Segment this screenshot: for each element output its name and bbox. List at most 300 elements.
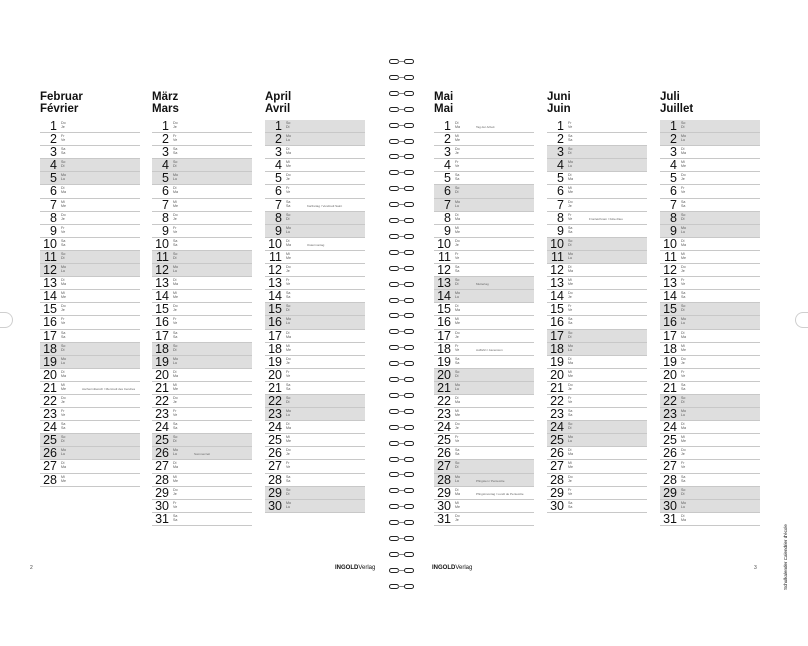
day-number: 28 bbox=[437, 472, 451, 487]
weekday-label: Mo Lu bbox=[455, 291, 460, 300]
day-row[interactable] bbox=[660, 513, 760, 526]
day-row[interactable] bbox=[547, 382, 647, 395]
weekday-label: Mi Me bbox=[455, 134, 460, 143]
day-row[interactable] bbox=[265, 382, 365, 395]
day-number: 3 bbox=[50, 145, 57, 160]
day-row[interactable] bbox=[152, 513, 252, 526]
weekday-label: Fr Ve bbox=[681, 278, 686, 287]
holiday-note: Muttertag bbox=[476, 282, 489, 287]
day-row[interactable] bbox=[152, 199, 252, 212]
day-number: 31 bbox=[155, 511, 169, 526]
weekday-label: Sa Sa bbox=[286, 199, 291, 208]
day-row[interactable] bbox=[265, 225, 365, 238]
day-number: 13 bbox=[663, 276, 677, 291]
day-row[interactable] bbox=[547, 460, 647, 473]
day-number: 16 bbox=[43, 315, 57, 330]
weekday-label: Mi Me bbox=[173, 291, 178, 300]
holiday-note: Karfreitag / Vendredi Saint bbox=[307, 203, 343, 208]
binding-coil bbox=[388, 201, 416, 208]
month-column bbox=[152, 92, 252, 526]
day-number: 24 bbox=[437, 420, 451, 435]
weekday-label: Fr Ve bbox=[173, 317, 178, 326]
day-number: 15 bbox=[268, 302, 282, 317]
weekday-label: Mo Lu bbox=[286, 134, 291, 143]
day-number: 21 bbox=[155, 380, 169, 395]
holiday-note: Fronleichnam / Fête-Dieu bbox=[589, 216, 623, 221]
weekday-label: Do Je bbox=[173, 304, 178, 313]
day-number: 14 bbox=[437, 289, 451, 304]
day-number: 23 bbox=[550, 407, 564, 422]
day-row[interactable] bbox=[265, 369, 365, 382]
weekday-label: Mi Me bbox=[681, 251, 686, 260]
weekday-label: Fr Ve bbox=[286, 369, 291, 378]
day-number: 2 bbox=[444, 132, 451, 147]
day-row[interactable] bbox=[547, 474, 647, 487]
day-number: 18 bbox=[43, 341, 57, 356]
day-row[interactable] bbox=[660, 474, 760, 487]
day-row[interactable] bbox=[152, 330, 252, 343]
day-row[interactable] bbox=[265, 460, 365, 473]
day-row[interactable] bbox=[40, 369, 140, 382]
day-row[interactable] bbox=[434, 369, 534, 382]
binding-coil bbox=[388, 265, 416, 272]
weekday-label: Mo Lu bbox=[681, 500, 686, 509]
day-row[interactable] bbox=[660, 212, 760, 225]
weekday-label: Do Je bbox=[681, 356, 686, 365]
day-number: 2 bbox=[162, 132, 169, 147]
day-row[interactable] bbox=[660, 382, 760, 395]
binding-coil bbox=[388, 297, 416, 304]
day-row[interactable] bbox=[152, 474, 252, 487]
binding-coil bbox=[388, 153, 416, 160]
day-number: 7 bbox=[275, 197, 282, 212]
day-row[interactable] bbox=[265, 185, 365, 198]
day-number: 30 bbox=[155, 498, 169, 513]
day-row[interactable] bbox=[434, 316, 534, 329]
binding-coil bbox=[388, 185, 416, 192]
day-row[interactable] bbox=[152, 382, 252, 395]
day-number: 25 bbox=[663, 433, 677, 448]
day-row[interactable] bbox=[547, 487, 647, 500]
weekday-label: Mi Me bbox=[568, 186, 573, 195]
day-row[interactable] bbox=[40, 225, 140, 238]
page-number-right: 3 bbox=[754, 565, 757, 571]
day-row[interactable] bbox=[660, 460, 760, 473]
day-row[interactable] bbox=[547, 238, 647, 251]
weekday-label: So Di bbox=[286, 304, 291, 313]
day-number: 28 bbox=[268, 472, 282, 487]
weekday-label: Fr Ve bbox=[286, 278, 291, 287]
day-number: 5 bbox=[275, 171, 282, 186]
day-number: 14 bbox=[43, 289, 57, 304]
day-row[interactable] bbox=[40, 330, 140, 343]
day-row[interactable] bbox=[265, 356, 365, 369]
day-number: 22 bbox=[663, 393, 677, 408]
day-number: 3 bbox=[275, 145, 282, 160]
day-number: 17 bbox=[268, 328, 282, 343]
weekday-label: Mi Me bbox=[61, 291, 66, 300]
weekday-label: Fr Ve bbox=[681, 369, 686, 378]
day-row[interactable] bbox=[660, 238, 760, 251]
weekday-label: Do Je bbox=[173, 395, 178, 404]
day-number: 23 bbox=[268, 407, 282, 422]
weekday-label: Di Ma bbox=[455, 395, 460, 404]
weekday-label: So Di bbox=[455, 186, 460, 195]
day-number: 24 bbox=[43, 420, 57, 435]
day-row[interactable] bbox=[660, 185, 760, 198]
day-number: 12 bbox=[155, 263, 169, 278]
weekday-label: Mo Lu bbox=[568, 251, 573, 260]
day-row[interactable] bbox=[660, 500, 760, 513]
day-row[interactable] bbox=[660, 199, 760, 212]
day-number: 9 bbox=[557, 223, 564, 238]
day-number: 9 bbox=[275, 223, 282, 238]
day-row[interactable] bbox=[265, 316, 365, 329]
day-row[interactable] bbox=[40, 238, 140, 251]
weekday-label: Do Je bbox=[455, 330, 460, 339]
day-number: 9 bbox=[50, 223, 57, 238]
weekday-label: Di Ma bbox=[681, 238, 686, 247]
day-number: 20 bbox=[268, 367, 282, 382]
day-number: 14 bbox=[268, 289, 282, 304]
binding-coil bbox=[388, 90, 416, 97]
day-row[interactable] bbox=[434, 212, 534, 225]
day-number: 27 bbox=[268, 459, 282, 474]
day-number: 14 bbox=[550, 289, 564, 304]
day-row[interactable] bbox=[434, 185, 534, 198]
weekday-label: Mi Me bbox=[568, 461, 573, 470]
weekday-label: Di Ma bbox=[286, 147, 291, 156]
weekday-label: Di Ma bbox=[173, 461, 178, 470]
weekday-label: Mo Lu bbox=[61, 265, 66, 274]
day-row[interactable] bbox=[40, 343, 140, 356]
day-row[interactable] bbox=[152, 238, 252, 251]
weekday-label: Di Ma bbox=[61, 278, 66, 287]
day-number: 4 bbox=[557, 158, 564, 173]
day-number: 4 bbox=[162, 158, 169, 173]
month-name-de: Juni bbox=[547, 91, 571, 103]
weekday-label: Do Je bbox=[286, 265, 291, 274]
day-number: 19 bbox=[663, 354, 677, 369]
weekday-label: Do Je bbox=[681, 173, 686, 182]
day-number: 26 bbox=[268, 446, 282, 461]
weekday-label: So Di bbox=[568, 147, 573, 156]
day-number: 28 bbox=[43, 472, 57, 487]
weekday-label: Di Ma bbox=[455, 121, 460, 129]
month-title bbox=[660, 92, 760, 120]
weekday-label: Sa Sa bbox=[173, 422, 178, 431]
day-number: 11 bbox=[664, 249, 677, 264]
day-number: 8 bbox=[557, 210, 564, 225]
day-number: 10 bbox=[663, 236, 677, 251]
weekday-label: Mi Me bbox=[568, 278, 573, 287]
weekday-label: Mi Me bbox=[61, 474, 66, 483]
day-number: 10 bbox=[268, 236, 282, 251]
weekday-label: Do Je bbox=[61, 121, 66, 129]
day-row[interactable] bbox=[265, 500, 365, 513]
weekday-label: Fr Ve bbox=[568, 487, 573, 496]
day-row[interactable] bbox=[434, 199, 534, 212]
day-number: 16 bbox=[437, 315, 451, 330]
day-row[interactable] bbox=[152, 225, 252, 238]
day-row[interactable] bbox=[40, 316, 140, 329]
weekday-label: Fr Ve bbox=[568, 121, 573, 129]
day-row[interactable] bbox=[547, 369, 647, 382]
weekday-label: So Di bbox=[681, 121, 686, 129]
day-number: 13 bbox=[155, 276, 169, 291]
weekday-label: Sa Sa bbox=[61, 147, 66, 156]
binding-coil bbox=[388, 74, 416, 81]
day-row[interactable] bbox=[434, 356, 534, 369]
weekday-label: Sa Sa bbox=[173, 147, 178, 156]
binding-coil bbox=[388, 138, 416, 145]
day-number: 18 bbox=[155, 341, 169, 356]
weekday-label: Do Je bbox=[568, 474, 573, 483]
day-number: 11 bbox=[438, 249, 451, 264]
day-row[interactable] bbox=[434, 460, 534, 473]
weekday-label: So Di bbox=[61, 343, 66, 352]
day-row[interactable] bbox=[40, 212, 140, 225]
month-column bbox=[40, 92, 140, 487]
day-row[interactable] bbox=[660, 316, 760, 329]
day-number: 4 bbox=[444, 158, 451, 173]
day-number: 27 bbox=[663, 459, 677, 474]
binding-coil bbox=[388, 58, 416, 65]
day-number: 20 bbox=[663, 367, 677, 382]
day-number: 11 bbox=[269, 249, 282, 264]
weekday-label: Mi Me bbox=[681, 343, 686, 352]
weekday-label: Mo Lu bbox=[455, 382, 460, 391]
weekday-label: Do Je bbox=[568, 199, 573, 208]
day-row[interactable] bbox=[660, 487, 760, 500]
day-row[interactable] bbox=[434, 225, 534, 238]
day-row[interactable] bbox=[547, 185, 647, 198]
weekday-label: Mo Lu bbox=[61, 356, 66, 365]
weekday-label: Mo Lu bbox=[173, 448, 178, 457]
day-number: 21 bbox=[550, 380, 564, 395]
day-number: 14 bbox=[155, 289, 169, 304]
weekday-label: Mi Me bbox=[61, 199, 66, 208]
day-number: 30 bbox=[550, 498, 564, 513]
day-number: 15 bbox=[663, 302, 677, 317]
day-row[interactable] bbox=[152, 460, 252, 473]
weekday-label: Sa Sa bbox=[61, 330, 66, 339]
day-number: 24 bbox=[155, 420, 169, 435]
page-tab-left bbox=[0, 312, 13, 328]
weekday-label: Sa Sa bbox=[568, 500, 573, 509]
page-tab-right bbox=[795, 312, 808, 328]
day-row[interactable] bbox=[660, 343, 760, 356]
day-row[interactable] bbox=[547, 356, 647, 369]
day-row[interactable] bbox=[547, 225, 647, 238]
day-number: 19 bbox=[43, 354, 57, 369]
day-number: 28 bbox=[550, 472, 564, 487]
weekday-label: Di Ma bbox=[681, 513, 686, 522]
day-number: 19 bbox=[550, 354, 564, 369]
day-number: 17 bbox=[550, 328, 564, 343]
day-number: 12 bbox=[663, 263, 677, 278]
day-number: 1 bbox=[162, 119, 169, 133]
month-column bbox=[434, 92, 534, 526]
day-row[interactable] bbox=[434, 238, 534, 251]
weekday-label: Sa Sa bbox=[286, 382, 291, 391]
weekday-label: Sa Sa bbox=[455, 356, 460, 365]
weekday-label: Di Ma bbox=[61, 461, 66, 470]
holiday-note: Auffahrt / Ascension bbox=[476, 347, 503, 352]
weekday-label: Do Je bbox=[455, 238, 460, 247]
weekday-label: Mi Me bbox=[681, 435, 686, 444]
day-row[interactable] bbox=[434, 330, 534, 343]
weekday-label: Mi Me bbox=[286, 160, 291, 169]
weekday-label: Sa Sa bbox=[286, 474, 291, 483]
weekday-label: Do Je bbox=[286, 173, 291, 182]
weekday-label: Sa Sa bbox=[173, 330, 178, 339]
weekday-label: Di Ma bbox=[286, 422, 291, 431]
weekday-label: Sa Sa bbox=[568, 409, 573, 418]
day-number: 4 bbox=[275, 158, 282, 173]
weekday-label: So Di bbox=[681, 304, 686, 313]
day-number: 6 bbox=[557, 184, 564, 199]
day-row[interactable] bbox=[40, 460, 140, 473]
day-number: 26 bbox=[43, 446, 57, 461]
day-number: 12 bbox=[268, 263, 282, 278]
weekday-label: Fr Ve bbox=[61, 409, 66, 418]
day-row[interactable] bbox=[547, 330, 647, 343]
day-row[interactable] bbox=[40, 382, 140, 395]
day-row[interactable] bbox=[152, 500, 252, 513]
weekday-label: Mo Lu bbox=[568, 343, 573, 352]
day-number: 16 bbox=[550, 315, 564, 330]
weekday-label: Mi Me bbox=[455, 225, 460, 234]
day-row[interactable] bbox=[152, 356, 252, 369]
day-row[interactable] bbox=[40, 185, 140, 198]
weekday-label: Fr Ve bbox=[568, 395, 573, 404]
day-row[interactable] bbox=[40, 356, 140, 369]
weekday-label: Di Ma bbox=[61, 369, 66, 378]
publisher-logo-right: INGOLDVerlag bbox=[432, 565, 473, 571]
day-number: 9 bbox=[162, 223, 169, 238]
day-row[interactable] bbox=[265, 199, 365, 212]
day-row[interactable] bbox=[265, 487, 365, 500]
month-name-fr: Juin bbox=[547, 102, 571, 115]
day-row[interactable] bbox=[152, 212, 252, 225]
weekday-label: Sa Sa bbox=[173, 513, 178, 522]
weekday-label: Do Je bbox=[681, 265, 686, 274]
day-row[interactable] bbox=[152, 343, 252, 356]
day-number: 27 bbox=[155, 459, 169, 474]
weekday-label: Do Je bbox=[455, 147, 460, 156]
day-number: 15 bbox=[155, 302, 169, 317]
holiday-note: Pfingstmontag / Lundi de Pentecôte bbox=[476, 491, 524, 496]
day-number: 27 bbox=[437, 459, 451, 474]
day-row[interactable] bbox=[660, 356, 760, 369]
weekday-label: Mo Lu bbox=[173, 356, 178, 365]
day-number: 8 bbox=[275, 210, 282, 225]
day-number: 4 bbox=[50, 158, 57, 173]
day-number: 1 bbox=[444, 119, 451, 133]
weekday-label: Do Je bbox=[286, 448, 291, 457]
day-row[interactable] bbox=[265, 474, 365, 487]
day-number: 20 bbox=[155, 367, 169, 382]
holiday-note: Pfingsten / Pentecôte bbox=[476, 478, 505, 483]
day-row[interactable] bbox=[547, 316, 647, 329]
day-row[interactable] bbox=[434, 500, 534, 513]
holiday-note: Aschermittwoch / Mercredi des Cendres bbox=[82, 386, 136, 391]
day-row[interactable] bbox=[660, 330, 760, 343]
day-row[interactable] bbox=[265, 330, 365, 343]
day-row[interactable] bbox=[265, 238, 365, 251]
day-row[interactable] bbox=[152, 185, 252, 198]
weekday-label: Fr Ve bbox=[286, 461, 291, 470]
day-row[interactable] bbox=[547, 199, 647, 212]
binding-coil bbox=[388, 328, 416, 335]
month-name-fr: Mai bbox=[434, 102, 454, 115]
weekday-label: Sa Sa bbox=[286, 291, 291, 300]
month-name-de: Juli bbox=[660, 91, 680, 103]
binding-coil bbox=[388, 503, 416, 510]
weekday-label: So Di bbox=[286, 487, 291, 496]
day-number: 12 bbox=[43, 263, 57, 278]
day-number: 19 bbox=[155, 354, 169, 369]
weekday-label: Fr Ve bbox=[173, 225, 178, 234]
weekday-label: Do Je bbox=[455, 513, 460, 522]
weekday-label: Di Ma bbox=[568, 265, 573, 274]
weekday-label: Sa Sa bbox=[681, 199, 686, 208]
day-number: 7 bbox=[162, 197, 169, 212]
weekday-label: Fr Ve bbox=[681, 186, 686, 195]
day-row[interactable] bbox=[547, 212, 647, 225]
weekday-label: Mi Me bbox=[568, 369, 573, 378]
weekday-label: So Di bbox=[286, 395, 291, 404]
day-number: 9 bbox=[670, 223, 677, 238]
day-row[interactable] bbox=[434, 513, 534, 526]
month-name-de: Februar bbox=[40, 91, 83, 103]
day-number: 25 bbox=[550, 433, 564, 448]
month-name-fr: Février bbox=[40, 102, 79, 115]
weekday-label: Sa Sa bbox=[455, 173, 460, 182]
day-row[interactable] bbox=[434, 382, 534, 395]
day-row[interactable] bbox=[152, 316, 252, 329]
weekday-label: Sa Sa bbox=[681, 291, 686, 300]
day-row[interactable] bbox=[265, 212, 365, 225]
weekday-label: So Di bbox=[61, 435, 66, 444]
day-row[interactable] bbox=[152, 369, 252, 382]
day-row[interactable] bbox=[434, 487, 534, 500]
day-row[interactable] bbox=[547, 500, 647, 513]
day-number: 22 bbox=[155, 393, 169, 408]
weekday-label: Fr Ve bbox=[61, 317, 66, 326]
day-number: 10 bbox=[437, 236, 451, 251]
day-row[interactable] bbox=[547, 343, 647, 356]
day-number: 7 bbox=[670, 197, 677, 212]
day-row[interactable] bbox=[40, 199, 140, 212]
month-column bbox=[547, 92, 647, 513]
day-row[interactable] bbox=[660, 369, 760, 382]
day-number: 2 bbox=[557, 132, 564, 147]
spiral-binding bbox=[388, 58, 418, 598]
day-row[interactable] bbox=[434, 343, 534, 356]
day-row[interactable] bbox=[152, 487, 252, 500]
day-row[interactable] bbox=[40, 474, 140, 487]
day-row[interactable] bbox=[265, 343, 365, 356]
day-row[interactable] bbox=[660, 225, 760, 238]
holiday-note: Sommerzeit bbox=[194, 452, 211, 457]
day-row[interactable] bbox=[434, 474, 534, 487]
day-number: 8 bbox=[444, 210, 451, 225]
weekday-label: Di Ma bbox=[568, 173, 573, 182]
weekday-label: Mi Me bbox=[455, 500, 460, 509]
day-number: 13 bbox=[268, 276, 282, 291]
